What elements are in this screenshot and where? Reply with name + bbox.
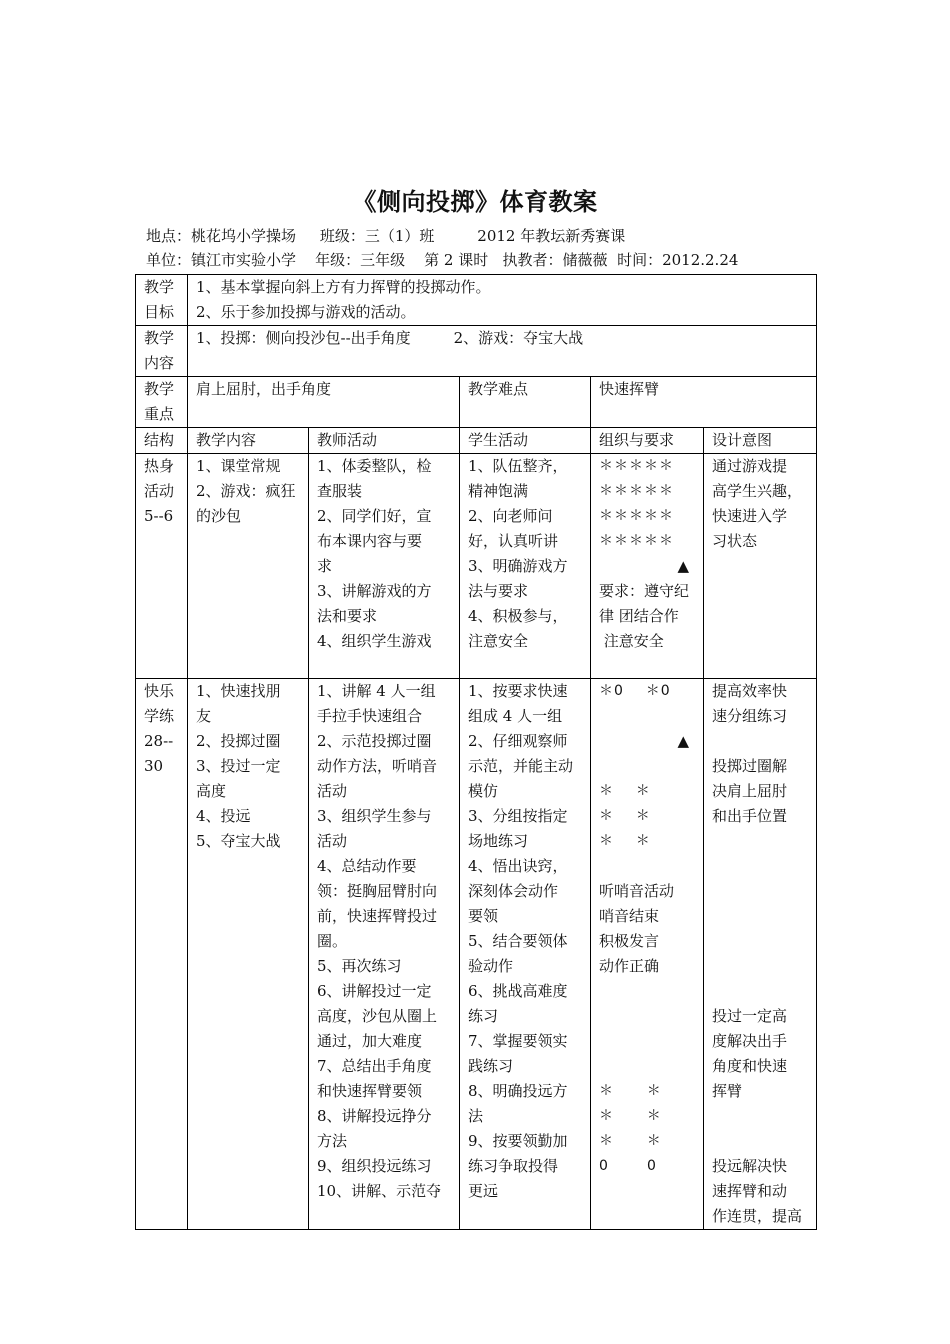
distance-formation-row: 0 0 bbox=[599, 1158, 657, 1174]
lesson-plan-table bbox=[135, 274, 817, 1230]
header-teacher: 教师活动 bbox=[309, 428, 460, 454]
difficulty-text: 快速挥臂 bbox=[591, 377, 817, 428]
group-formation-row: ＊0 ＊0 bbox=[599, 683, 671, 699]
practice-intent: 提高效率快 速分组练习 投掷过圈解 决肩上屈肘 和出手位置 投过一定高 度解决出手 角度和快速 挥臂 投远解决快 速挥臂和动 作连贯，提高 bbox=[704, 679, 817, 1230]
goals-row bbox=[136, 275, 817, 326]
practice-student: 1、按要求快速 组成 4 人一组 2、仔细观察师 示范，并能主动 模仿 3、分组按指定 场地练习 4、悟出诀窍， 深刻体会动作 要领 5、结合要领体 验动作 6、挑战高难度 练习 7、掌握要领实 践练习 8、明确投远方 法 9、按要领勤加 练习争取投得 更远 bbox=[460, 679, 591, 1230]
warmup-structure: 热身 活动 5--6 bbox=[136, 454, 188, 679]
star-formation-row: ＊＊＊＊＊ bbox=[599, 483, 674, 499]
info-line-location: 地点：桃花坞小学操场 班级：三（1）班 2012 年教坛新秀赛课 bbox=[146, 227, 626, 245]
header-structure: 结构 bbox=[136, 428, 188, 454]
practice-content: 1、快速找朋 友 2、投掷过圈 3、投过一定 高度 4、投远 5、夺宝大战 bbox=[188, 679, 309, 1230]
warmup-teacher: 1、体委整队，检 查服装 2、同学们好，宣 布本课内容与要 求 3、讲解游戏的方 法和要求 4、组织学生游戏 bbox=[309, 454, 460, 679]
practice-structure: 快乐 学练 28-- 30 bbox=[136, 679, 188, 1230]
pair-formation-row: ＊ ＊ bbox=[599, 808, 651, 824]
star-formation-row: ＊＊＊＊＊ bbox=[599, 458, 674, 474]
teacher-triangle-icon: ▲ bbox=[677, 732, 689, 750]
header-content: 教学内容 bbox=[188, 428, 309, 454]
header-intent: 设计意图 bbox=[704, 428, 817, 454]
page-title: 《侧向投掷》体育教案 bbox=[352, 187, 598, 216]
teacher-triangle-icon: ▲ bbox=[677, 557, 689, 575]
goal-item: 2、乐于参加投掷与游戏的活动。 bbox=[196, 303, 416, 321]
key-row bbox=[136, 377, 817, 428]
header-row bbox=[136, 428, 817, 454]
pair-formation-row: ＊ ＊ bbox=[599, 833, 651, 849]
practice-row bbox=[136, 679, 817, 1230]
header-organization: 组织与要求 bbox=[591, 428, 704, 454]
content-row bbox=[136, 326, 817, 377]
warmup-content: 1、课堂常规 2、游戏：疯狂 的沙包 bbox=[188, 454, 309, 679]
header-student: 学生活动 bbox=[460, 428, 591, 454]
content-label: 教学 内容 bbox=[136, 326, 188, 377]
warmup-organization: ＊＊＊＊＊ ＊＊＊＊＊ ＊＊＊＊＊ ＊＊＊＊＊ ▲ 要求：遵守纪 律 团结合作 注意安全 bbox=[591, 454, 704, 679]
key-label: 教学 重点 bbox=[136, 377, 188, 428]
distance-formation-row: ＊ ＊ bbox=[599, 1133, 662, 1149]
warmup-row bbox=[136, 454, 817, 679]
warmup-student: 1、队伍整齐， 精神饱满 2、向老师问 好，认真听讲 3、明确游戏方 法与要求 4、积极参与， 注意安全 bbox=[460, 454, 591, 679]
distance-formation-row: ＊ ＊ bbox=[599, 1108, 662, 1124]
star-formation-row: ＊＊＊＊＊ bbox=[599, 508, 674, 524]
key-text: 肩上屈肘，出手角度 bbox=[188, 377, 460, 428]
goals-label: 教学 目标 bbox=[136, 275, 188, 326]
difficulty-label: 教学难点 bbox=[460, 377, 591, 428]
practice-organization: ＊0 ＊0 ▲ ＊ ＊ ＊ ＊ ＊ ＊ 听哨音活动 哨音结束 积极发言 动作正确 ＊ ＊ ＊ ＊ ＊ ＊ 0 0 bbox=[591, 679, 704, 1230]
distance-formation-row: ＊ ＊ bbox=[599, 1083, 662, 1099]
goal-item: 1、基本掌握向斜上方有力挥臂的投掷动作。 bbox=[196, 278, 491, 296]
star-formation-row: ＊＊＊＊＊ bbox=[599, 533, 674, 549]
warmup-intent: 通过游戏提 高学生兴趣， 快速进入学 习状态 bbox=[704, 454, 817, 679]
content-text: 1、投掷：侧向投沙包--出手角度 2、游戏：夺宝大战 bbox=[188, 326, 817, 377]
info-line-unit: 单位：镇江市实验小学 年级：三年级 第 2 课时 执教者：储薇薇 时间：2012.2.24 bbox=[146, 251, 739, 269]
goals-text bbox=[188, 275, 817, 326]
pair-formation-row: ＊ ＊ bbox=[599, 783, 651, 799]
practice-teacher: 1、讲解 4 人一组 手拉手快速组合 2、示范投掷过圈 动作方法，听哨音 活动 3、组织学生参与 活动 4、总结动作要 领：挺胸屈臂肘向 前，快速挥臂投过 圈。 5、再次练习 6、讲解投过一定 高度，沙包从圈上 通过，加大难度 7、总结出手角度 和快速挥臂要领 8、讲解投远挣分 方法 9、组织投远练习 10、讲解、示范夺 bbox=[309, 679, 460, 1230]
